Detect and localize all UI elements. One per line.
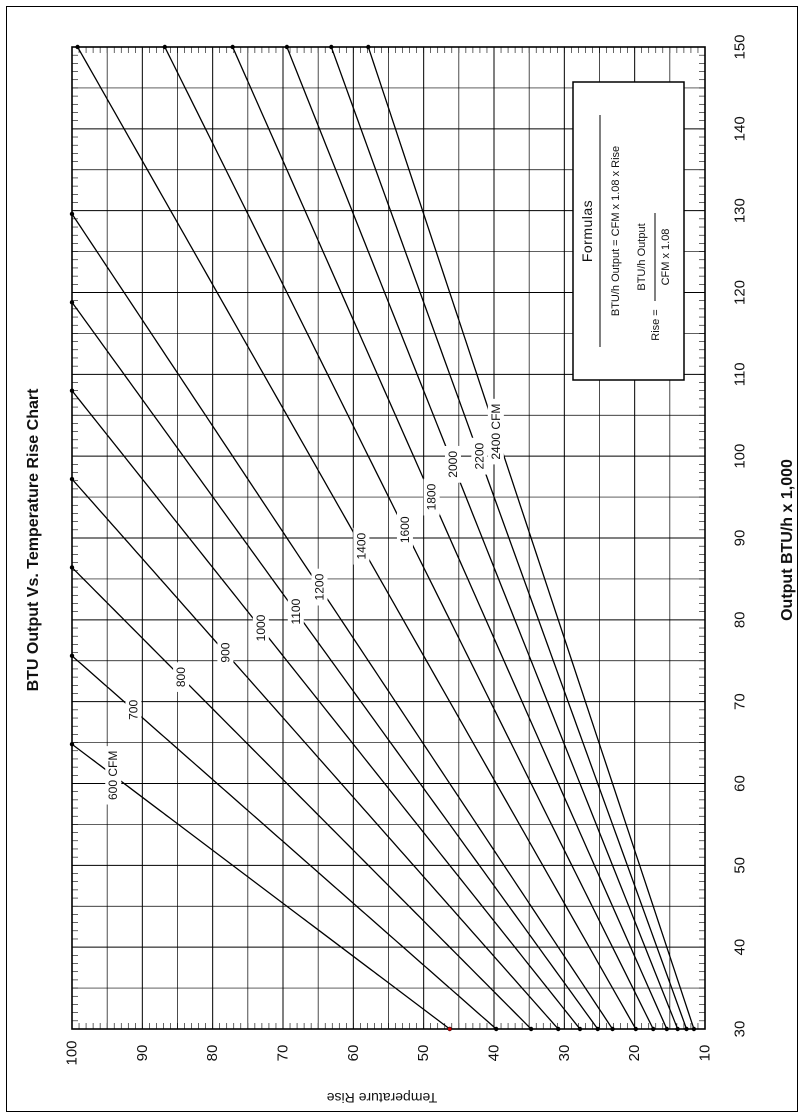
y-tick-label: 90 <box>133 1044 151 1062</box>
x-tick-label: 90 <box>731 529 749 547</box>
cfm-curve <box>72 302 598 1029</box>
curve-label: 1000 <box>253 614 268 642</box>
cfm-curve <box>72 214 613 1029</box>
x-tick-label: 80 <box>731 611 749 629</box>
curve-label: 2200 <box>472 442 487 470</box>
curve-label: 600 CFM <box>106 750 121 800</box>
cfm-curve <box>72 744 450 1029</box>
curve-endpoint <box>75 45 79 49</box>
y-tick-label: 70 <box>274 1044 292 1062</box>
curve-labels <box>105 399 504 805</box>
y-tick-label: 10 <box>696 1044 714 1062</box>
curve-endpoint <box>578 1027 582 1031</box>
x-tick-label: 100 <box>731 443 749 469</box>
curve-label: 2000 <box>445 450 460 478</box>
curve-endpoint <box>366 45 370 49</box>
y-tick-label: 80 <box>204 1044 222 1062</box>
y-tick-label: 100 <box>63 1040 81 1066</box>
curve-endpoint <box>70 654 74 658</box>
formula-output: BTU/h Output = CFM x 1.08 x Rise <box>610 145 622 317</box>
curve-endpoint <box>596 1027 600 1031</box>
curve-label: 1800 <box>424 483 439 511</box>
curve-label: 1200 <box>312 573 327 601</box>
x-tick-label: 110 <box>731 362 749 387</box>
curve-endpoint <box>634 1027 638 1031</box>
x-tick-label: 140 <box>731 116 749 142</box>
y-tick-label: 20 <box>626 1044 644 1062</box>
curve-endpoint <box>684 1027 688 1031</box>
curve-endpoint <box>651 1027 655 1031</box>
y-tick-label: 50 <box>415 1044 433 1062</box>
formulas-title: Formulas <box>579 199 595 263</box>
curve-endpoint <box>665 1027 669 1031</box>
cfm-curve <box>72 567 531 1029</box>
curve-endpoint <box>230 45 234 49</box>
curve-label: 1100 <box>288 598 303 625</box>
curve-endpoint <box>692 1027 696 1031</box>
curve-label: 800 <box>174 667 189 688</box>
curve-endpoint <box>163 45 167 49</box>
formula-numerator: BTU/h Output <box>636 223 648 291</box>
curve-endpoint <box>70 389 74 393</box>
curve-endpoint <box>70 565 74 569</box>
curve-endpoint <box>70 300 74 304</box>
red-marker <box>448 1027 452 1031</box>
cfm-curve <box>72 391 580 1029</box>
curve-endpoint <box>675 1027 679 1031</box>
x-tick-label: 60 <box>731 775 749 792</box>
formulas-box <box>573 82 684 380</box>
curve-endpoint <box>610 1027 614 1031</box>
x-tick-label: 70 <box>731 693 749 711</box>
x-tick-label: 30 <box>731 1020 749 1038</box>
formula-rise-label: Rise = <box>650 309 662 341</box>
y-tick-label: 40 <box>485 1044 503 1062</box>
curve-endpoint <box>494 1027 498 1031</box>
curve-label: 900 <box>218 642 233 663</box>
formula-denominator: CFM x 1.08 <box>660 228 672 286</box>
x-axis-label: Output BTU/h x 1,000 <box>779 459 796 621</box>
x-tick-label: 40 <box>731 938 749 956</box>
chart-title: BTU Output Vs. Temperature Rise Chart <box>25 388 42 692</box>
curve-endpoint <box>285 45 289 49</box>
x-tick-label: 130 <box>731 198 749 224</box>
y-tick-label: 60 <box>344 1044 362 1062</box>
curve-label: 700 <box>126 699 141 720</box>
curve-endpoint <box>329 45 333 49</box>
curve-endpoint <box>556 1027 560 1031</box>
curve-label: 1400 <box>354 532 369 560</box>
y-axis-label: Temperature Rise <box>326 1090 438 1106</box>
curve-endpoint <box>529 1027 533 1031</box>
x-tick-label: 150 <box>731 34 749 60</box>
curve-label: 2400 CFM <box>488 403 503 460</box>
curve-endpoint <box>70 212 74 216</box>
y-tick-label: 30 <box>555 1044 573 1062</box>
curve-endpoint <box>70 742 74 746</box>
cfm-curve <box>72 479 558 1029</box>
x-tick-label: 120 <box>731 279 749 306</box>
x-tick-label: 50 <box>731 856 749 874</box>
curve-label: 1600 <box>397 516 412 544</box>
curve-endpoint <box>70 477 74 481</box>
